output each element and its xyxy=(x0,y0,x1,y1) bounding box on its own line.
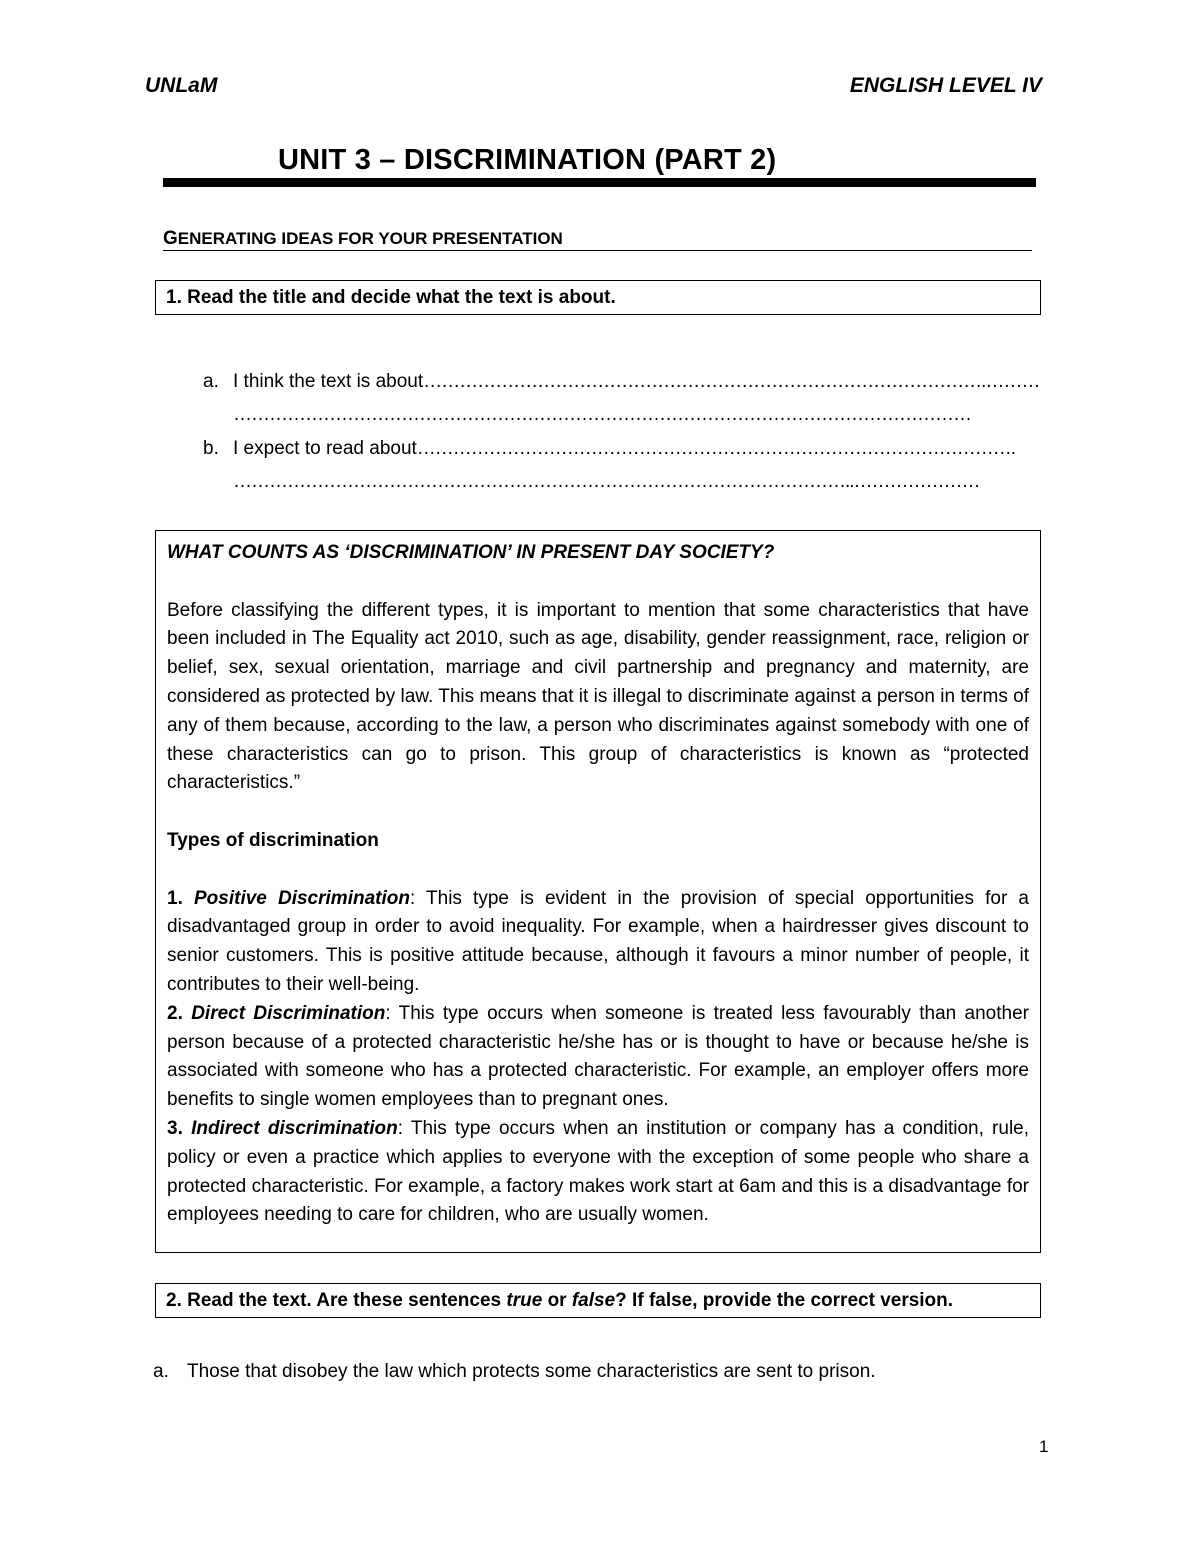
answer-a-dots2: …………………………………………………………………………………………………………… xyxy=(233,404,971,425)
header-institution: UNLaM xyxy=(145,74,218,97)
section-heading-initial: G xyxy=(163,228,178,249)
task1-box xyxy=(155,280,1041,315)
answer-b-dots2: …………………………………………………………………………………………..………………… xyxy=(233,471,980,492)
statement-a-text: Those that disobey the law which protects some characteristics are sent to prison. xyxy=(187,1361,876,1382)
answer-b-text: I expect to read about xyxy=(233,438,417,459)
task2-prompt-part3: ? If false, provide the correct version. xyxy=(615,1290,954,1311)
type-description: : This type is evident in the provision of special opportunities for a disadvantaged group in order to avoid inequality. For example, when a hairdresser gives discount to senior customers. This is positive attitude because, although it favours a minor number of people, it contributes to their well-being. xyxy=(167,887,1029,995)
type-name: Direct Discrimination xyxy=(191,1002,386,1024)
type-number: 3. xyxy=(167,1117,183,1139)
type-item-indirect xyxy=(167,1115,1029,1230)
answer-b-dots1: ………………………………………………………………………………………. xyxy=(416,438,1016,459)
page-title: UNIT 3 – DISCRIMINATION (PART 2) xyxy=(278,144,777,176)
answer-b-line1 xyxy=(203,438,1015,460)
task2-prompt-part2: or xyxy=(542,1290,572,1311)
answer-b-label: b. xyxy=(203,438,219,459)
task1-prompt: 1. Read the title and decide what the text is about. xyxy=(166,287,616,308)
answer-a-label: a. xyxy=(203,371,219,392)
task2-word-false: false xyxy=(571,1290,616,1311)
title-rule xyxy=(163,178,1036,187)
types-heading: Types of discrimination xyxy=(167,829,379,851)
type-item-direct xyxy=(167,1000,1029,1115)
type-name: Indirect discrimination xyxy=(191,1117,398,1139)
type-item-positive xyxy=(167,885,1029,1000)
type-description: : This type occurs when someone is treated less favourably than another person because of a protected characteristic he/she has or is thought to have or because he/she is associated with someone who has a protected characteristic. For example, an employer offers more benefits to single women employees than to pregnant ones. xyxy=(167,1002,1029,1111)
answer-a-line1 xyxy=(203,371,1039,393)
type-description: : This type occurs when an institution or company has a condition, rule, policy or even a practice which applies to everyone with the exception of some people who share a protected characteristic. For example, a factory makes work start at 6am and this is a disadvantage for employees needing to care for children, who are usually women. xyxy=(167,1117,1030,1226)
statement-a-label: a. xyxy=(153,1361,169,1382)
task2-prompt-part1: 2. Read the text. Are these sentences xyxy=(166,1290,507,1311)
page-number: 1 xyxy=(1039,1437,1049,1456)
type-number: 2. xyxy=(167,1002,183,1024)
task2-word-true: true xyxy=(506,1290,543,1311)
answer-a-dots1: ………………………………………………………………………………….……… xyxy=(423,371,1040,392)
type-name: Positive Discrimination xyxy=(194,887,410,909)
reading-intro: Before classifying the different types, it is important to mention that some characteristics that have been included in The Equality act 2010, such as age, disability, gender reassignment, race, religion or belief, sex, sexual orientation, marriage and civil partnership and pregnancy and maternity, are considered as protected by law. This means that it is illegal to discriminate against a person in terms of any of them because, according to the law, a person who discriminates against somebody with one of these characteristics can go to prison. This group of characteristics is known as “protected characteristics.” xyxy=(167,599,1029,794)
answer-a-line2 xyxy=(233,404,971,426)
section-rule xyxy=(163,250,1032,251)
answer-b-line2 xyxy=(233,471,980,493)
statement-a xyxy=(153,1361,876,1383)
answer-a-text: I think the text is about xyxy=(233,371,424,392)
reading-question: WHAT COUNTS AS ‘DISCRIMINATION’ IN PRESENT DAY SOCIETY? xyxy=(167,542,775,563)
header-course: ENGLISH LEVEL IV xyxy=(849,74,1042,97)
section-heading xyxy=(163,228,563,250)
reading-text-box xyxy=(155,530,1041,1253)
section-heading-rest: ENERATING IDEAS FOR YOUR PRESENTATION xyxy=(177,229,563,248)
task2-box xyxy=(155,1283,1041,1318)
type-number: 1. xyxy=(167,887,183,909)
